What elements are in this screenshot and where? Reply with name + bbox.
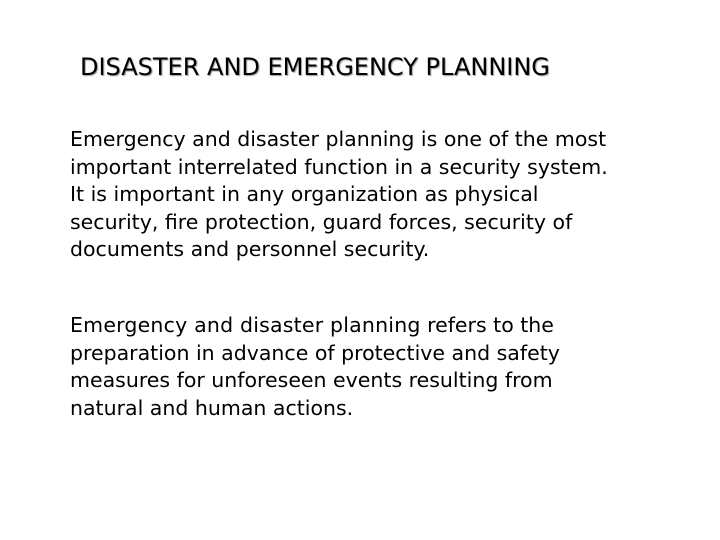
- paragraph-line: documents and personnel security.: [70, 237, 430, 261]
- paragraph-line: security, fire protection, guard forces, security of: [70, 209, 573, 234]
- paragraph-line: natural and human actions.: [70, 395, 354, 420]
- paragraph-line: [70, 312, 710, 340]
- paragraph-line: important interrelated function in a security system.: [70, 154, 608, 179]
- slide-title: DISASTER AND EMERGENCY PLANNING: [80, 53, 550, 81]
- paragraph-line-rest: refers to the: [420, 313, 554, 337]
- paragraph-definition-importance: [70, 126, 710, 264]
- emphasized-term: Emergency and disaster planning: [70, 313, 421, 337]
- paragraph-line: It is important in any organization as physical: [70, 182, 539, 206]
- paragraph-line: measures for unforeseen events resulting from: [70, 368, 553, 392]
- paragraph-definition-meaning: [70, 312, 710, 422]
- paragraph-line: preparation in advance of protective and safety: [70, 340, 560, 365]
- paragraph-line: Emergency and disaster planning is one of the most: [70, 127, 607, 151]
